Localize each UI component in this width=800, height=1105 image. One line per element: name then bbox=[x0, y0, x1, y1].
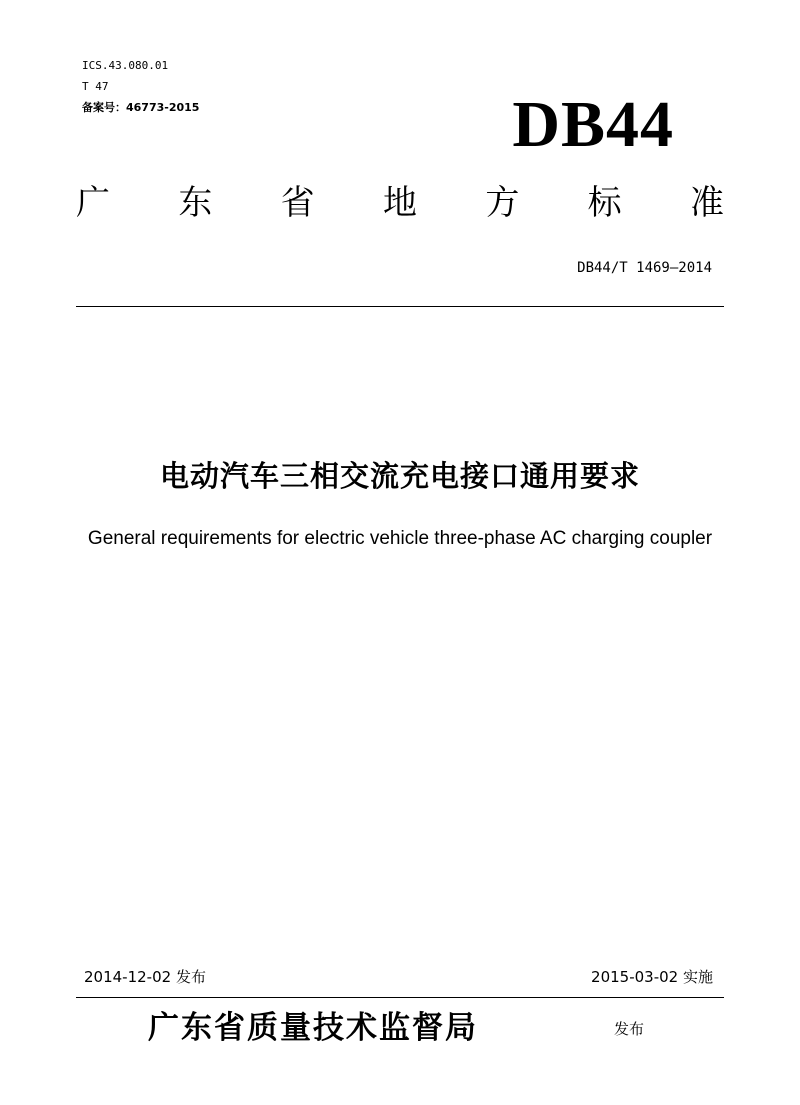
standard-type-char: 地 bbox=[382, 183, 417, 223]
standard-type-heading bbox=[76, 183, 724, 223]
standard-type-char: 东 bbox=[178, 183, 213, 223]
standard-type-char: 省 bbox=[280, 183, 315, 223]
classification-code: T 47 bbox=[82, 80, 109, 93]
bottom-divider bbox=[76, 997, 724, 998]
db-logo: DB44 bbox=[512, 88, 674, 161]
top-divider bbox=[76, 306, 724, 307]
standard-number: DB44/T 1469—2014 bbox=[577, 260, 712, 276]
publisher-name: 广东省质量技术监督局 bbox=[148, 1010, 478, 1046]
standard-type-char: 标 bbox=[587, 183, 622, 223]
standard-type-char: 准 bbox=[689, 183, 724, 223]
title-chinese: 电动汽车三相交流充电接口通用要求 bbox=[159, 459, 640, 493]
publish-label: 发布 bbox=[614, 1020, 645, 1038]
ics-code: ICS.43.080.01 bbox=[82, 59, 169, 72]
standard-type-char: 广 bbox=[76, 183, 110, 223]
record-number: 备案号：46773-2015 bbox=[82, 101, 200, 114]
standard-type-char: 方 bbox=[485, 183, 520, 223]
implementation-date: 2015-03-02 实施 bbox=[591, 968, 713, 986]
title-english: General requirements for electric vehicle three-phase AC charging coupler bbox=[87, 528, 713, 549]
issue-date: 2014-12-02 发布 bbox=[84, 968, 206, 986]
